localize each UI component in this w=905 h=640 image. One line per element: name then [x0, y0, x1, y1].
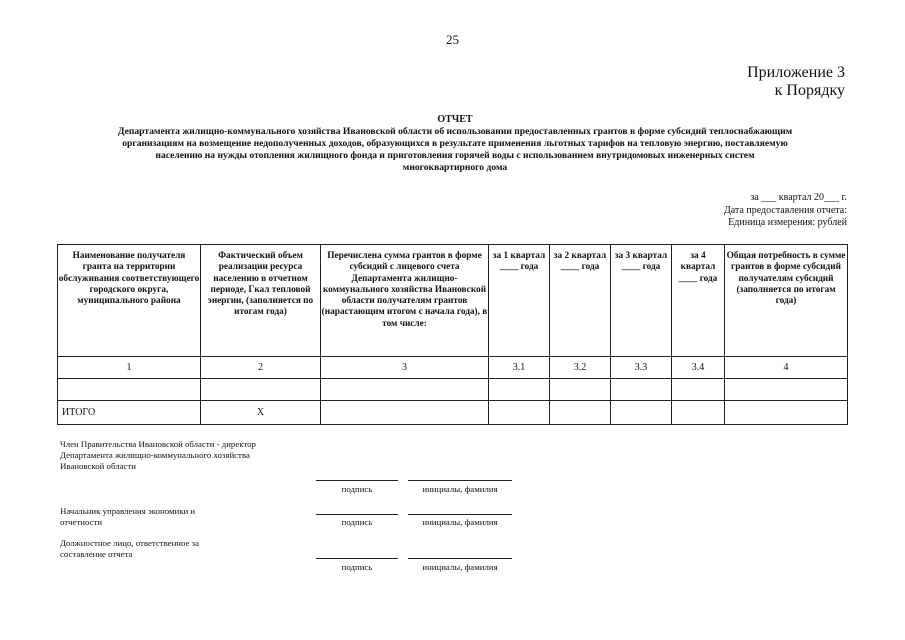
appendix-line-1: Приложение 3 [747, 64, 845, 81]
header-transferred: Перечислена сумма грантов в форме субсидий с лицевого счета Департамента жилищно-коммунального хозяйства Ивановской области получателям грантов (нарастающим итогом с начала года), в том числе: [321, 245, 489, 357]
signature-3-position: Должностное лицо, ответственное за составление отчета [60, 538, 199, 559]
table-cell [58, 379, 201, 401]
header-quarter-4: за 4 квартал ____ года [672, 245, 725, 357]
report-title: ОТЧЕТ [437, 114, 473, 125]
table-cell [725, 379, 848, 401]
column-number: 3.1 [489, 357, 550, 379]
header-volume: Фактический объем реализации ресурса населению в отчетном периоде, Гкал тепловой энергии, (заполняется по итогам года) [201, 245, 321, 357]
table-cell [201, 379, 321, 401]
column-number: 3 [321, 357, 489, 379]
appendix-line-2: к Порядку [774, 82, 845, 99]
signature-2-sign-caption: подпись [341, 517, 373, 527]
table-cell [611, 401, 672, 425]
report-unit: Единица измерения: рублей [728, 217, 847, 228]
signature-3-name-line [408, 558, 512, 559]
report-date: Дата предоставления отчета: [723, 204, 847, 216]
table-cell [672, 379, 725, 401]
table-cell [489, 379, 550, 401]
table-row-numbers [58, 357, 848, 379]
table-cell [725, 401, 848, 425]
signature-2-sign-line [316, 514, 398, 515]
table-row-empty [58, 379, 848, 401]
column-number: 4 [725, 357, 848, 379]
appendix-label [747, 64, 845, 100]
signature-1-position: Член Правительства Ивановской области - директор Департамента жилищно-коммунального хозяйства Ивановской области [60, 439, 256, 471]
table-header-row [58, 245, 848, 357]
table-cell [550, 379, 611, 401]
column-number: 3.4 [672, 357, 725, 379]
column-number: 3.3 [611, 357, 672, 379]
report-subtitle-line-3: населению на нужды отопления жилищного фонда и приготовления горячей воды с использованием внутридомовых инженерных систем [155, 150, 755, 161]
header-recipient: Наименование получателя гранта на территории обслуживания соответствующего городского округа, муниципального района [58, 245, 201, 357]
signature-2-name-line [408, 514, 512, 515]
header-quarter-3: за 3 квартал ____ года [611, 245, 672, 357]
page-number: 25 [446, 32, 459, 47]
signature-1-sign-caption: подпись [341, 484, 373, 494]
column-number: 1 [58, 357, 201, 379]
report-title-block [70, 114, 840, 174]
header-quarter-1: за 1 квартал ____ года [489, 245, 550, 357]
signature-1-name-line [408, 480, 512, 481]
signature-1-name-caption: инициалы, фамилия [422, 484, 498, 494]
report-period: за ___ квартал 20___ г. [750, 192, 847, 203]
table-cell [489, 401, 550, 425]
table-cell [611, 379, 672, 401]
signature-3-sign-line [316, 558, 398, 559]
table-cell [321, 379, 489, 401]
signature-3-name-caption: инициалы, фамилия [422, 562, 498, 572]
table-cell [321, 401, 489, 425]
column-number: 3.2 [550, 357, 611, 379]
signature-1-sign-line [316, 480, 398, 481]
signature-3-sign-caption: подпись [341, 562, 373, 572]
report-subtitle-line-4: многоквартирного дома [402, 162, 508, 173]
table-cell [550, 401, 611, 425]
report-subtitle-line-1: Департамента жилищно-коммунального хозяйства Ивановской области об использовании предоставленных грантов в форме субсидий теплоснабжающим [117, 126, 793, 137]
signature-2-position: Начальник управления экономики и отчетности [60, 506, 196, 527]
table-cell [672, 401, 725, 425]
report-info [724, 192, 847, 230]
report-subtitle-line-2: организациям на возмещение недополученных доходов, образующихся в результате применения льготных тарифов на тепловую энергию, поставляемую [122, 138, 788, 149]
signature-2-name-caption: инициалы, фамилия [422, 517, 498, 527]
report-table [57, 244, 848, 425]
column-number: 2 [201, 357, 321, 379]
header-quarter-2: за 2 квартал ____ года [550, 245, 611, 357]
total-label: ИТОГО [58, 401, 201, 425]
table-row-total [58, 401, 848, 425]
header-total-need: Общая потребность в сумме грантов в форме субсидий получателям субсидий (заполняется по итогам года) [725, 245, 848, 357]
total-x-mark: X [201, 401, 321, 425]
